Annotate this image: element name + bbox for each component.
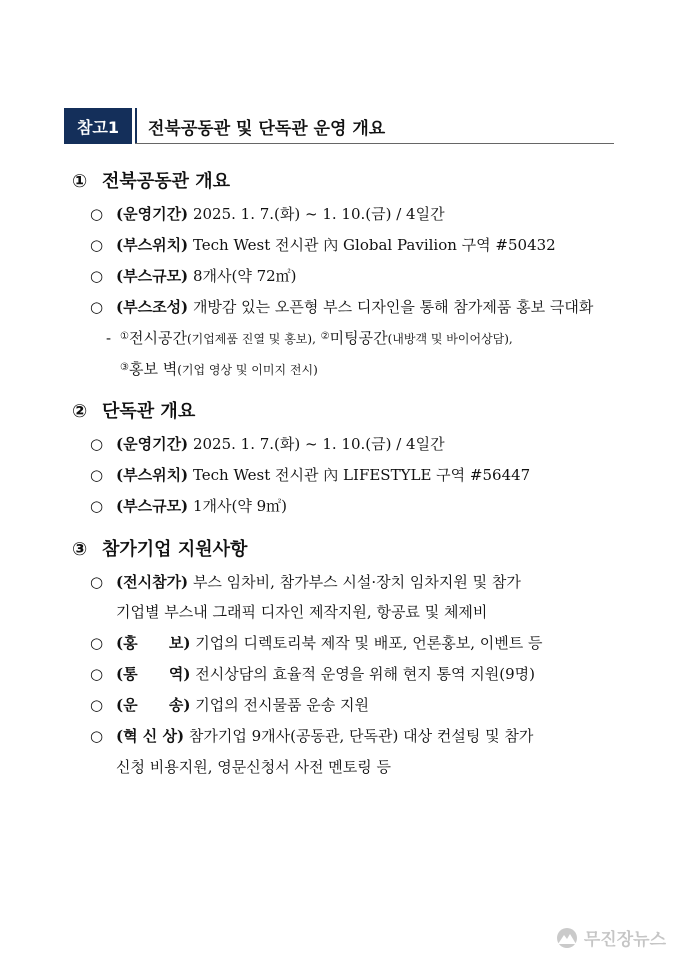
bullet: ○	[90, 573, 104, 591]
bullet: ○	[90, 727, 104, 745]
header-underline	[135, 143, 614, 144]
space-name: 전시공간	[128, 329, 187, 347]
item-label: (운영기간)	[116, 205, 189, 223]
section-number: ②	[72, 401, 88, 422]
space-name: 홍보 벽	[128, 360, 178, 378]
item-label: (부스규모)	[116, 497, 189, 515]
sub-item	[106, 327, 513, 349]
list-item	[90, 664, 535, 684]
list-item	[90, 434, 445, 454]
item-text: 기업의 디렉토리북 제작 및 배포, 언론홍보, 이벤트 등	[195, 634, 543, 652]
section-title-1	[72, 167, 230, 193]
item-label: (운 송)	[116, 696, 191, 714]
reference-badge: 참고1	[64, 108, 132, 144]
space-name: 미팅공간	[329, 329, 388, 347]
item-label: (운영기간)	[116, 435, 189, 453]
space-detail: (기업 영상 및 이미지 전시)	[177, 363, 318, 377]
circle-number: ③	[120, 362, 129, 373]
space-detail: (내방객 및 바이어상담),	[387, 332, 513, 346]
item-text: 1개사(약 9㎡)	[192, 497, 287, 515]
item-text: Tech West 전시관 內 LIFESTYLE 구역 #56447	[192, 466, 531, 484]
item-text: 부스 임차비, 참가부스 시설·장치 임차지원 및 참가	[192, 573, 521, 591]
header-title: 전북공동관 및 단독관 운영 개요	[148, 119, 386, 139]
sub-item-continued	[120, 358, 318, 380]
item-continuation: 기업별 부스내 그래픽 디자인 제작지원, 항공료 및 체제비	[116, 603, 488, 621]
section-number: ①	[72, 171, 88, 192]
list-item	[90, 204, 445, 224]
header-separator	[135, 108, 137, 144]
bullet: ○	[90, 665, 104, 683]
item-text: 2025. 1. 7.(화) ~ 1. 10.(금) / 4일간	[192, 435, 445, 453]
list-item	[90, 297, 593, 317]
item-label: (부스규모)	[116, 267, 189, 285]
section-heading: 참가기업 지원사항	[102, 539, 248, 560]
item-text: 참가기업 9개사(공동관, 단독관) 대상 컨설팅 및 참가	[188, 727, 534, 745]
list-item	[90, 572, 521, 592]
list-item	[90, 235, 556, 255]
section-heading: 단독관 개요	[102, 401, 196, 422]
list-item	[90, 266, 297, 286]
bullet: ○	[90, 298, 104, 316]
dash: -	[106, 329, 112, 347]
item-label: (전시참가)	[116, 573, 189, 591]
bullet: ○	[90, 435, 104, 453]
item-label: (부스위치)	[116, 466, 189, 484]
circle-number: ②	[320, 331, 330, 342]
item-text: 2025. 1. 7.(화) ~ 1. 10.(금) / 4일간	[192, 205, 445, 223]
watermark	[554, 925, 666, 950]
item-label: (부스조성)	[116, 298, 189, 316]
item-label: (통 역)	[116, 665, 191, 683]
bullet: ○	[90, 466, 104, 484]
item-label: (혁 신 상)	[116, 727, 185, 745]
bullet: ○	[90, 497, 104, 515]
bullet: ○	[90, 267, 104, 285]
section-title-2	[72, 397, 195, 423]
section-title-3	[72, 535, 247, 561]
watermark-text: 무진장뉴스	[583, 930, 666, 950]
mountain-logo-icon	[554, 927, 580, 949]
bullet: ○	[90, 205, 104, 223]
section-heading: 전북공동관 개요	[102, 171, 230, 192]
item-text: Tech West 전시관 內 Global Pavilion 구역 #50432	[192, 236, 556, 254]
list-item	[90, 726, 533, 746]
section-number: ③	[72, 539, 88, 560]
bullet: ○	[90, 696, 104, 714]
bullet: ○	[90, 236, 104, 254]
item-label: (홍 보)	[116, 634, 191, 652]
bullet: ○	[90, 634, 104, 652]
space-detail: (기업제품 진열 및 홍보),	[186, 332, 316, 346]
circle-number: ①	[120, 331, 129, 342]
list-item	[90, 633, 543, 653]
reference-header	[64, 108, 614, 144]
list-item	[90, 496, 287, 516]
item-text: 기업의 전시물품 운송 지원	[195, 696, 369, 714]
item-continuation: 신청 비용지원, 영문신청서 사전 멘토링 등	[116, 758, 391, 776]
item-text: 8개사(약 72㎡)	[192, 267, 297, 285]
list-item	[90, 465, 530, 485]
item-text: 개방감 있는 오픈형 부스 디자인을 통해 참가제품 홍보 극대화	[192, 298, 594, 316]
item-label: (부스위치)	[116, 236, 189, 254]
list-item	[90, 695, 369, 715]
item-text: 전시상담의 효율적 운영을 위해 현지 통역 지원(9명)	[195, 665, 535, 683]
